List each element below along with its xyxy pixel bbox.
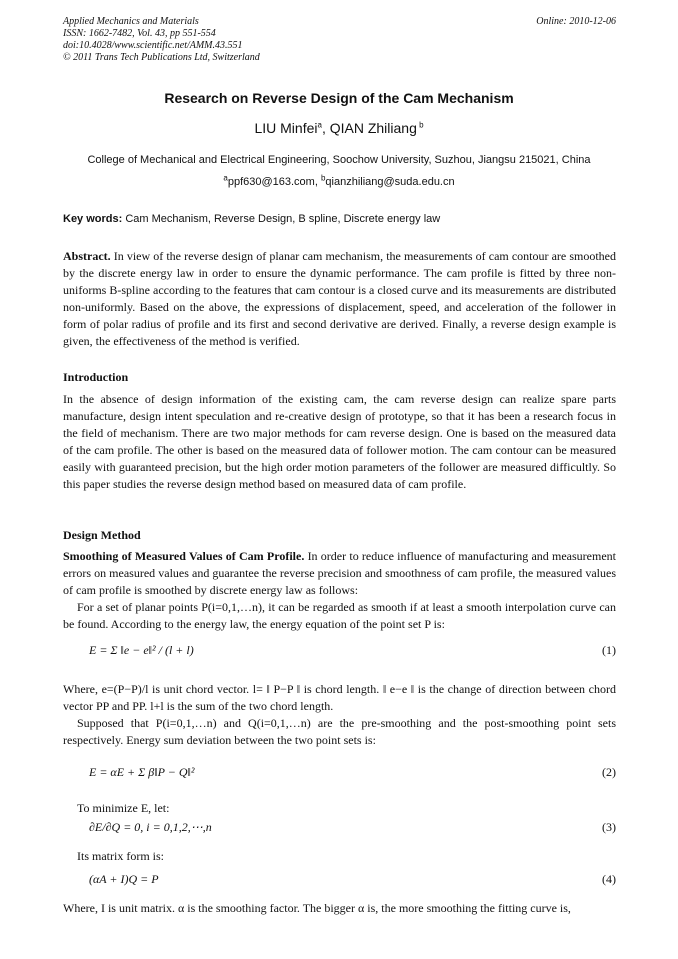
smoothing-paragraph: [63, 548, 616, 599]
author-1-sup: a: [317, 120, 322, 130]
author-separator: ,: [321, 120, 330, 136]
keywords-text: Cam Mechanism, Reverse Design, B spline, Discrete energy law: [122, 213, 441, 225]
paper-title: Research on Reverse Design of the Cam Mechanism: [164, 90, 514, 106]
author-2: QIAN Zhiliang: [329, 120, 417, 136]
author-2-sup: b: [416, 120, 424, 130]
author-line: [0, 120, 678, 136]
keywords-label: Key words:: [63, 213, 123, 225]
equation-3-expr: ∂E/∂Q = 0, i = 0,1,2,⋯,n: [89, 820, 212, 834]
journal-name: Applied Mechanics and Materials: [63, 16, 199, 27]
equation-2: [63, 759, 616, 787]
journal-copyright: © 2011 Trans Tech Publications Ltd, Switzerland: [63, 52, 260, 63]
equation-4: [63, 866, 616, 894]
paragraph-1-text: For a set of planar points P(i=0,1,…n), it can be regarded as smooth if at least a smooth interpolation curve can be found. According to the energy law, the energy equation of the point set P is:: [63, 600, 616, 631]
equation-4-expr: (αA + I)Q = P: [89, 872, 159, 886]
paragraph-2: Where, e=(P−P)/l is unit chord vector. l= ‖ P−P ‖ is chord length. ‖ e−e ‖ is the change of direction between chord vector PP and PP. l+l is the sum of the two chord length.: [63, 682, 616, 713]
equation-1: [63, 637, 616, 665]
journal-doi: doi:10.4028/www.scientific.net/AMM.43.551: [63, 40, 243, 51]
equation-1-expr: E = Σ ‖e − e‖² / (l + l): [89, 643, 194, 657]
paragraph-1: [63, 599, 616, 633]
equation-3: [63, 814, 616, 842]
equation-4-number: (4): [602, 872, 616, 886]
paragraph-3: [63, 715, 616, 749]
abstract: [63, 248, 616, 350]
paragraph-6: Where, I is unit matrix. α is the smoothing factor. The bigger α is, the more smoothing the fitting curve is,: [63, 901, 571, 915]
smoothing-text: In order to reduce influence of manufacturing and measurement errors on measured values and guarantee the reverse precision and smoothness of cam profile, the measured values of cam profile is smoothed by discrete energy law as follows:: [63, 549, 616, 597]
equation-2-number: (2): [602, 765, 616, 779]
design-heading: Design Method: [63, 528, 141, 542]
journal-issn: ISSN: 1662-7482, Vol. 43, pp 551-554: [63, 28, 216, 39]
abstract-text: In view of the reverse design of planar cam mechanism, the measurements of cam contour are smoothed by the discrete energy law in order to ensure the dynamic performance. The cam profile is fitted by three non-uniforms B-spline according to the features that cam contour is a closed curve and its measurements are distributed non-uniformly. Based on the above, the expressions of displacement, speed, and acceleration of the follower in form of polar radius of profile and its first and second derivative are derived. Finally, a reverse design example is given, the effectiveness of the method is verified.: [63, 249, 616, 348]
email-a: ppf630@163.com,: [227, 176, 321, 188]
author-1: LIU Minfei: [254, 120, 318, 136]
abstract-label: Abstract.: [63, 249, 111, 263]
email-line: [0, 173, 678, 188]
intro-heading: Introduction: [63, 370, 129, 384]
email-a-sup: a: [223, 173, 228, 183]
paragraph-4-text: To minimize E, let:: [77, 801, 170, 815]
intro-text: In the absence of design information of the existing cam, the cam reverse design can realize spare parts manufacture, design intent speculation and re-creative design of prototype, so that it has been a research focus in the field of mechanism. There are two major methods for cam reverse design. One is based on the measured data of the cam profile. The other is based on the measured data of follower motion. The cam contour can be measured easily with guaranteed precision, but the high order motion parameters of the follower are measured difficultly. So this paper studies the reverse design method based on measured data of cam profile.: [63, 392, 616, 491]
paragraph-3-text: Supposed that P(i=0,1,…n) and Q(i=0,1,…n) are the pre-smoothing and the post-smoothing point sets respectively. Energy sum deviation between the two point sets is:: [63, 716, 616, 747]
affiliation: College of Mechanical and Electrical Engineering, Soochow University, Suzhou, Jiangsu 215021, China: [87, 154, 591, 166]
email-b-sup: b: [320, 173, 326, 183]
journal-header: [63, 16, 616, 64]
equation-3-number: (3): [602, 820, 616, 834]
email-b: qianzhiliang@suda.edu.cn: [325, 176, 455, 188]
paragraph-5: [63, 848, 616, 865]
paragraph-5-text: Its matrix form is:: [77, 849, 164, 863]
equation-2-expr: E = αE + Σ β‖P − Q‖²: [89, 765, 195, 779]
smoothing-subheading: Smoothing of Measured Values of Cam Profile.: [63, 549, 305, 563]
equation-1-number: (1): [602, 643, 616, 657]
online-date: Online: 2010-12-06: [536, 16, 616, 27]
keywords: [63, 213, 616, 225]
